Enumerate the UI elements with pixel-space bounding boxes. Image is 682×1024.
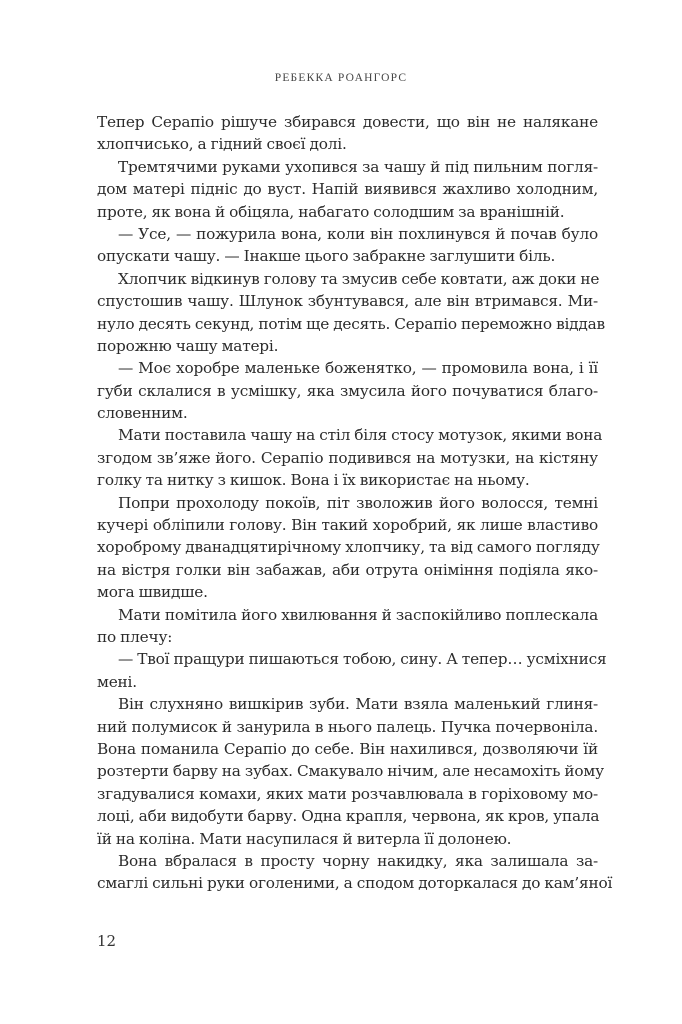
text-line: на вістря голки він забажав, аби отрута оніміння подіяла яко- — [97, 560, 598, 579]
text-line: згадувалися комахи, яких мати розчавлювала в горіховому мо- — [97, 784, 598, 803]
paragraph — [97, 648, 607, 693]
text-line: Тремтячими руками ухопився за чашу й під пильним погля- — [118, 157, 598, 176]
paragraph — [97, 604, 598, 649]
text-line: лоці, аби видобути барву. Одна крапля, червона, як кров, упала — [97, 807, 600, 826]
text-line: Тепер Серапіо рішуче збирався довести, що він не налякане — [97, 113, 598, 131]
running-header: РЕБЕККА РОАНГОРС — [274, 72, 408, 84]
text-line: губи склалися в усмішку, яка змусила його почуватися благо- — [97, 381, 598, 400]
text-line: Вона вбралася в просту чорну накидку, яка залишала за- — [118, 851, 598, 870]
text-line: хороброму дванадцятирічному хлопчику, та від самого погляду — [97, 538, 600, 557]
text-line: опускати чашу. — Інакше цього забракне заглушити біль. — [97, 247, 556, 266]
text-line: нуло десять секунд, потім ще десять. Серапіо переможно віддав — [97, 314, 605, 333]
paragraph — [97, 111, 598, 156]
text-line: — Моє хоробре маленьке боженятко, — промовила вона, і її — [118, 359, 598, 378]
text-line: Він слухняно вишкірив зуби. Мати взяла маленький глиня- — [118, 695, 598, 714]
text-line: Мати поставила чашу на стіл біля стосу мотузок, якими вона — [118, 426, 603, 445]
text-line: Мати помітила його хвилювання й заспокійливо поплескала — [118, 605, 598, 624]
paragraph — [97, 156, 598, 223]
paragraph — [97, 223, 598, 268]
text-line: порожню чашу матері. — [97, 336, 279, 355]
text-line: Попри прохолоду покоїв, піт зволожив його волосся, темні — [118, 493, 598, 512]
page-body-text — [97, 111, 613, 895]
text-line: словенним. — [97, 404, 188, 423]
text-line: ний полумисок й занурила в нього палець. Пучка почервоніла. — [97, 717, 598, 736]
page-number: 12 — [97, 932, 117, 950]
text-line: згодом зв’яже його. Серапіо подивився на мотузки, на кістяну — [97, 448, 598, 467]
paragraph — [97, 693, 604, 850]
text-line: мені. — [97, 672, 137, 691]
text-line: їй на коліна. Мати насупилася й витерла її долонею. — [97, 829, 512, 848]
paragraph — [97, 357, 598, 424]
text-line: — Усе, — пожурила вона, коли він похлинувся й почав було — [118, 224, 598, 243]
text-line: — Твої пращури пишаються тобою, сину. А тепер… усміхнися — [118, 650, 607, 669]
text-line: мога швидше. — [97, 583, 208, 602]
text-line: проте, як вона й обіцяла, набагато солодшим за вранішній. — [97, 202, 565, 221]
text-line: смаглі сильні руки оголеними, а сподом доторкалася до кам’яної — [97, 874, 613, 893]
text-line: спустошив чашу. Шлунок збунтувався, але він втримався. Ми- — [97, 292, 598, 311]
paragraph — [97, 268, 605, 358]
text-line: Вона поманила Серапіо до себе. Він нахилився, дозволяючи їй — [97, 739, 598, 758]
paragraph — [97, 424, 603, 491]
text-line: по плечу: — [97, 627, 173, 646]
text-line: дом матері підніс до вуст. Напій виявився жахливо холодним, — [97, 180, 598, 199]
paragraph — [97, 850, 613, 895]
text-line: Хлопчик відкинув голову та змусив себе ковтати, аж доки не — [118, 269, 600, 288]
text-line: розтерти барву на зубах. Смакувало нічим, але несамохіть йому — [97, 762, 604, 781]
text-line: хлопчисько, а гідний своєї долі. — [97, 135, 347, 154]
text-line: голку та нитку з кишок. Вона і їх використає на ньому. — [97, 471, 530, 490]
text-line: кучері обліпили голову. Він такий хоробрий, як лише властиво — [97, 516, 598, 535]
paragraph — [97, 492, 598, 604]
